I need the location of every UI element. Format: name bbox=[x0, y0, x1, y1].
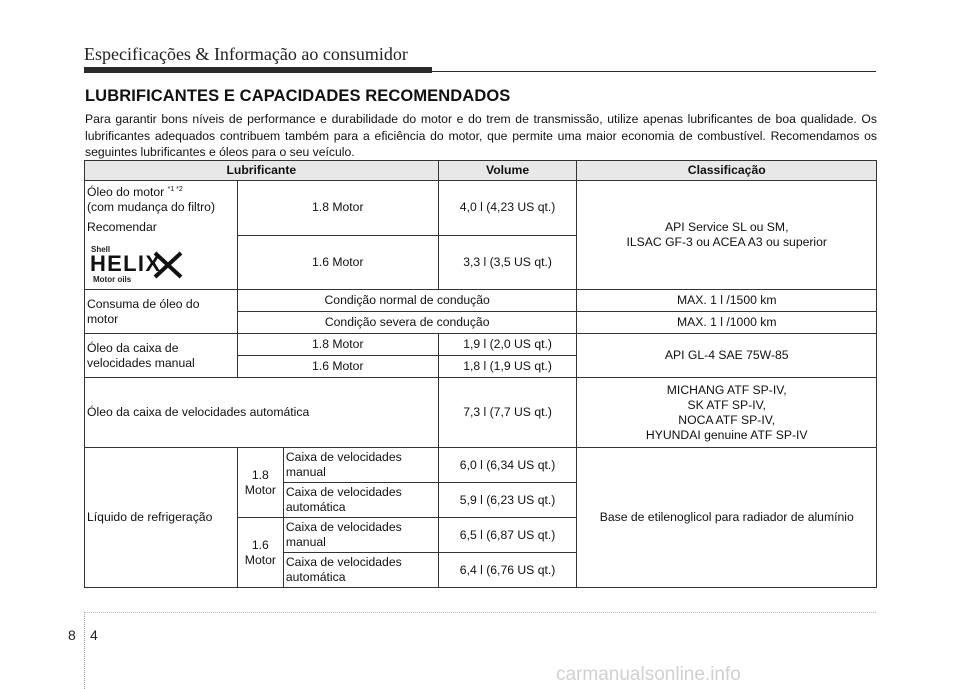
manual-trans-18-volume: 1,9 l (2,0 US qt.) bbox=[438, 334, 577, 356]
coolant-18-manual: Caixa de velocidades manual bbox=[283, 448, 438, 483]
manual-trans-16-volume: 1,8 l (1,9 US qt.) bbox=[438, 356, 577, 378]
table-row bbox=[85, 378, 877, 448]
auto-trans-volume: 7,3 l (7,7 US qt.) bbox=[438, 378, 577, 448]
oil-consumption-normal: Condição normal de condução bbox=[237, 290, 577, 312]
auto-trans-class-line-3: NOCA ATF SP-IV, bbox=[678, 412, 776, 427]
header-lubricant: Lubrificante bbox=[85, 161, 439, 181]
header-classification: Classificação bbox=[577, 161, 877, 181]
header-accent-bar bbox=[84, 67, 432, 73]
engine-oil-class-line-1: API Service SL ou SM, bbox=[664, 220, 789, 235]
engine-oil-footnotes: *1 *2 bbox=[167, 186, 183, 193]
auto-trans-label: Óleo da caixa de velocidades automática bbox=[85, 378, 439, 448]
logo-sub: Motor oils bbox=[93, 275, 132, 285]
intro-paragraph: Para garantir bons níveis de performance e durabilidade do motor e do trem de transmissão, utilize apenas lubrificantes de boa qualidade. Os lubrificantes adequados contribuem também para a eficiência do motor, que permite uma maior economia de combustível. Recomendamos os seguintes lubrificantes e óleos para o seu veículo. bbox=[85, 112, 877, 159]
manual-trans-16-engine: 1.6 Motor bbox=[237, 356, 438, 378]
coolant-18-auto: Caixa de velocidades automática bbox=[283, 483, 438, 518]
logo-brand: Shell bbox=[91, 245, 111, 255]
manual-trans-classification: API GL-4 SAE 75W-85 bbox=[577, 334, 877, 378]
engine-oil-class-line-2: ILSAC GF-3 ou ACEA A3 ou superior bbox=[626, 235, 827, 250]
chapter-number: 8 bbox=[68, 627, 76, 643]
header-rule bbox=[84, 71, 876, 72]
coolant-label: Líquido de refrigeração bbox=[85, 448, 238, 588]
auto-trans-classification bbox=[577, 378, 877, 448]
table-row bbox=[85, 448, 877, 483]
engine-oil-classification bbox=[577, 181, 877, 290]
auto-trans-class-line-4: HYUNDAI genuine ATF SP-IV bbox=[645, 427, 808, 442]
coolant-18-manual-volume: 6,0 l (6,34 US qt.) bbox=[438, 448, 577, 483]
page-number: 4 bbox=[90, 627, 98, 643]
footer-rule bbox=[84, 612, 876, 613]
table-row bbox=[85, 290, 877, 312]
engine-oil-cell bbox=[85, 181, 238, 290]
coolant-16-auto-volume: 6,4 l (6,76 US qt.) bbox=[438, 553, 577, 588]
oil-consumption-severe: Condição severa de condução bbox=[237, 312, 577, 334]
page-header-title: Especificações & Informação ao consumidor bbox=[84, 44, 408, 64]
lubricants-table bbox=[84, 160, 877, 588]
engine-oil-recommend: Recomendar bbox=[87, 220, 157, 235]
table-row bbox=[85, 334, 877, 356]
engine-oil-filter-note: (com mudança do filtro) bbox=[87, 200, 216, 215]
coolant-16-manual: Caixa de velocidades manual bbox=[283, 518, 438, 553]
header-volume: Volume bbox=[438, 161, 577, 181]
shell-helix-logo-icon bbox=[89, 243, 189, 285]
engine-oil-16-volume: 3,3 l (3,5 US qt.) bbox=[438, 235, 577, 290]
coolant-18-auto-volume: 5,9 l (6,23 US qt.) bbox=[438, 483, 577, 518]
logo-name: HELIX bbox=[90, 251, 160, 277]
engine-oil-18-volume: 4,0 l (4,23 US qt.) bbox=[438, 181, 577, 236]
auto-trans-class-line-2: SK ATF SP-IV, bbox=[687, 397, 767, 412]
oil-consumption-severe-value: MAX. 1 l /1000 km bbox=[577, 312, 877, 334]
watermark: carmanualsonline.info bbox=[556, 664, 741, 685]
manual-trans-label: Óleo da caixa de velocidades manual bbox=[85, 334, 238, 378]
engine-oil-16-engine: 1.6 Motor bbox=[237, 235, 438, 290]
coolant-classification: Base de etilenoglicol para radiador de alumínio bbox=[577, 448, 877, 588]
coolant-engine-16: 1.6 Motor bbox=[237, 518, 283, 588]
auto-trans-class-line-1: MICHANG ATF SP-IV, bbox=[666, 382, 787, 397]
footer-divider bbox=[84, 612, 86, 689]
section-title: LUBRIFICANTES E CAPACIDADES RECOMENDADOS bbox=[85, 87, 511, 105]
manual-trans-18-engine: 1.8 Motor bbox=[237, 334, 438, 356]
oil-consumption-label: Consuma de óleo do motor bbox=[85, 290, 238, 334]
table-row bbox=[85, 181, 877, 236]
coolant-16-manual-volume: 6,5 l (6,87 US qt.) bbox=[438, 518, 577, 553]
table-header-row bbox=[85, 161, 877, 181]
engine-oil-label: Óleo do motor bbox=[87, 185, 165, 200]
coolant-16-auto: Caixa de velocidades automática bbox=[283, 553, 438, 588]
coolant-engine-18: 1.8 Motor bbox=[237, 448, 283, 518]
engine-oil-18-engine: 1.8 Motor bbox=[237, 181, 438, 236]
oil-consumption-normal-value: MAX. 1 l /1500 km bbox=[577, 290, 877, 312]
